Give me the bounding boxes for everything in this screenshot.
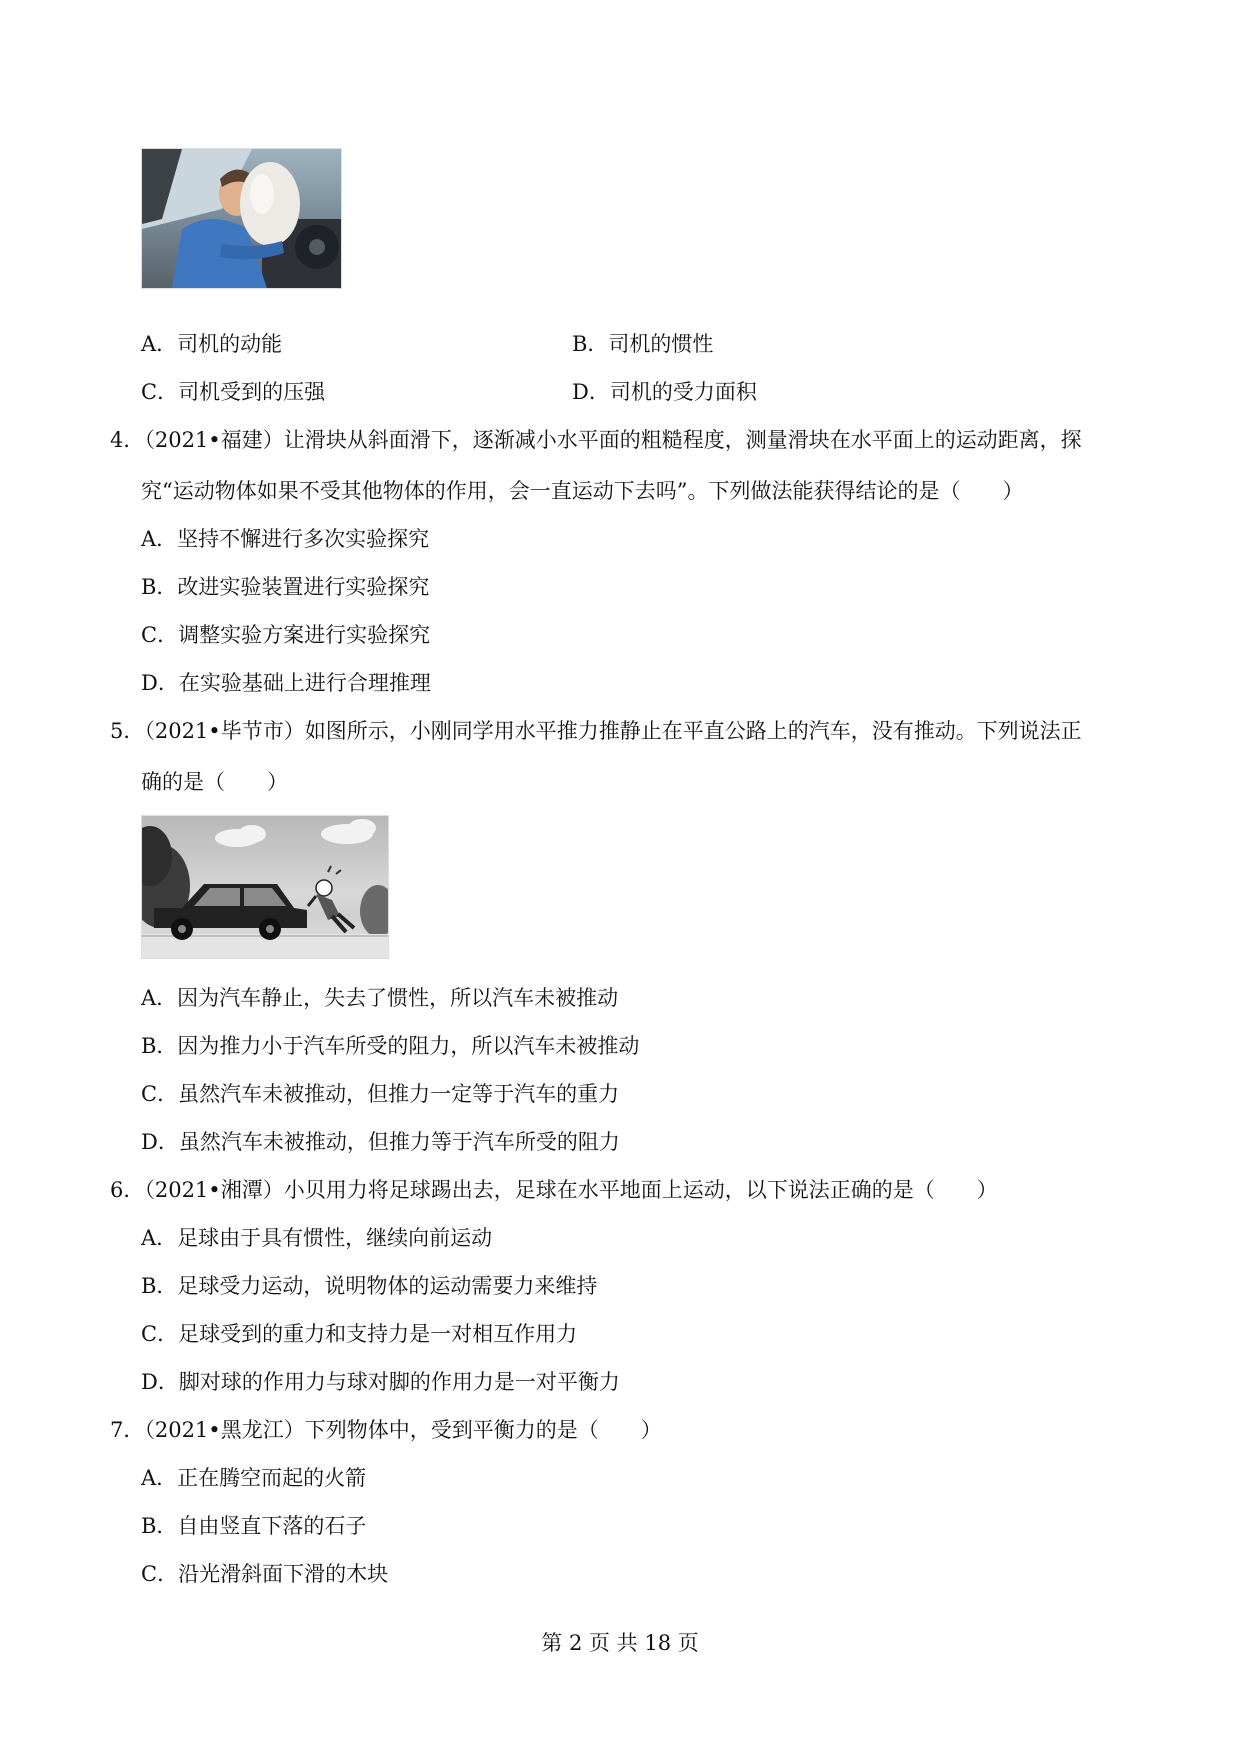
q3-option-c: C．司机受到的压强 [141, 380, 326, 404]
q4-stem-line2: 究“运动物体如果不受其他物体的作用，会一直运动下去吗”。下列做法能获得结论的是（ ） [141, 479, 1024, 503]
q6-option-c: C．足球受到的重力和支持力是一对相互作用力 [141, 1322, 578, 1346]
q5-option-a: A．因为汽车静止，失去了惯性，所以汽车未被推动 [141, 986, 619, 1010]
q3-option-b: B．司机的惯性 [572, 332, 714, 356]
q6-option-a: A．足球由于具有惯性，继续向前运动 [141, 1226, 493, 1250]
pushing-car-image [141, 815, 389, 959]
q3-option-d: D．司机的受力面积 [572, 380, 757, 404]
q6-option-d: D．脚对球的作用力与球对脚的作用力是一对平衡力 [141, 1370, 620, 1394]
q5-stem-line2: 确的是（ ） [141, 770, 288, 794]
q4-option-c: C．调整实验方案进行实验探究 [141, 623, 431, 647]
q4-option-d: D．在实验基础上进行合理推理 [141, 671, 431, 695]
q7-option-a: A．正在腾空而起的火箭 [141, 1466, 367, 1490]
q7-option-c: C．沿光滑斜面下滑的木块 [141, 1562, 389, 1586]
pushing-car-illustration [142, 816, 388, 958]
q6-option-b: B．足球受力运动，说明物体的运动需要力来维持 [141, 1274, 598, 1298]
airbag-illustration [142, 149, 341, 288]
q6-stem: 6．（2021•湘潭）小贝用力将足球踢出去，足球在水平地面上运动，以下说法正确的是（ ） [110, 1178, 998, 1202]
airbag-driver-image [141, 148, 342, 289]
q5-option-b: B．因为推力小于汽车所受的阻力，所以汽车未被推动 [141, 1034, 640, 1058]
q5-option-d: D．虽然汽车未被推动，但推力等于汽车所受的阻力 [141, 1130, 620, 1154]
q4-stem-line1: 4．（2021•福建）让滑块从斜面滑下，逐渐减小水平面的粗糙程度，测量滑块在水平面上的运动距离，探 [110, 428, 1082, 452]
q5-stem-line1: 5．（2021•毕节市）如图所示，小刚同学用水平推力推静止在平直公路上的汽车，没有推动。下列说法正 [110, 719, 1082, 743]
q7-option-b: B．自由竖直下落的石子 [141, 1514, 367, 1538]
q5-option-c: C．虽然汽车未被推动，但推力一定等于汽车的重力 [141, 1082, 620, 1106]
q3-option-a: A．司机的动能 [141, 332, 283, 356]
page-number-footer: 第 2 页 共 18 页 [541, 1631, 699, 1655]
q4-option-a: A．坚持不懈进行多次实验探究 [141, 527, 430, 551]
q4-option-b: B．改进实验装置进行实验探究 [141, 575, 430, 599]
q7-stem: 7．（2021•黑龙江）下列物体中，受到平衡力的是（ ） [110, 1418, 662, 1442]
